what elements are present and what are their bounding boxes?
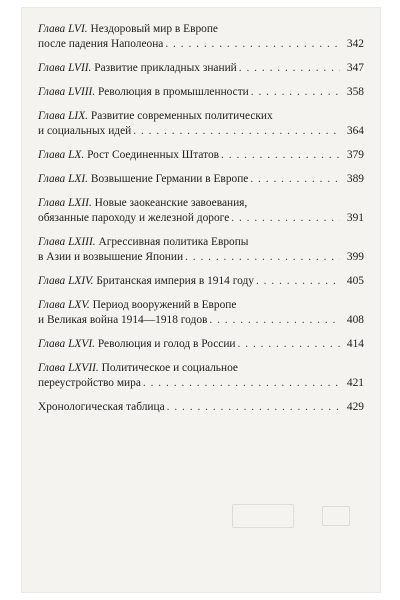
page-number: 364	[346, 125, 364, 137]
chapter-title: Политическое и социальное	[101, 362, 238, 374]
dot-leader	[251, 85, 340, 100]
page-number: 347	[346, 62, 364, 74]
toc-entry	[38, 172, 364, 187]
book-page	[22, 8, 380, 592]
table-of-contents	[38, 22, 364, 424]
chapter-title: Революция в промышленности	[98, 86, 249, 98]
toc-entry-line	[38, 235, 364, 250]
toc-entry-line	[38, 124, 364, 139]
toc-entry-line	[38, 298, 364, 313]
dot-leader	[185, 250, 340, 265]
chapter-title: и Великая война 1914—1918 годов	[38, 314, 208, 326]
chapter-number: Глава LXVII.	[38, 362, 99, 374]
page-number: 391	[346, 212, 364, 224]
toc-entry-line	[38, 148, 364, 163]
toc-entry-line	[38, 172, 364, 187]
chapter-title: Нездоровый мир в Европе	[90, 23, 218, 35]
chapter-title: после падения Наполеона	[38, 38, 164, 50]
chapter-title: обязанные пароходу и железной дороге	[38, 212, 230, 224]
toc-entry	[38, 298, 364, 328]
dot-leader	[167, 400, 340, 415]
toc-entry-line	[38, 376, 364, 391]
page-number: 399	[346, 251, 364, 263]
toc-entry	[38, 22, 364, 52]
dot-leader	[133, 124, 340, 139]
toc-entry-line	[38, 361, 364, 376]
page-number: 379	[346, 149, 364, 161]
toc-entry-line	[38, 400, 364, 415]
toc-entry-line	[38, 61, 364, 76]
chapter-title: переустройство мира	[38, 377, 141, 389]
chapter-title: Британская империя в 1914 году	[96, 275, 254, 287]
toc-entry-line	[38, 274, 364, 289]
chapter-title: Развитие современных политических	[90, 110, 273, 122]
dot-leader	[231, 211, 340, 226]
bleed-through-mark	[322, 506, 350, 526]
dot-leader	[165, 37, 340, 52]
bleed-through-mark	[232, 504, 294, 528]
toc-entry	[38, 61, 364, 76]
chapter-title: Новые заокеанские завоевания,	[94, 197, 248, 209]
page-number: 414	[346, 338, 364, 350]
chapter-number: Глава LVII.	[38, 62, 92, 74]
toc-entry	[38, 85, 364, 100]
page-number: 405	[346, 275, 364, 287]
toc-entry	[38, 274, 364, 289]
dot-leader	[221, 148, 340, 163]
chapter-number: Глава LX.	[38, 149, 85, 161]
chapter-title: и социальных идей	[38, 125, 132, 137]
toc-entry-line	[38, 85, 364, 100]
toc-entry-line	[38, 250, 364, 265]
toc-entry	[38, 337, 364, 352]
page-number: 342	[346, 38, 364, 50]
toc-entry-line	[38, 109, 364, 124]
chapter-title: Рост Соединенных Штатов	[87, 149, 220, 161]
chapter-number: Глава LIX.	[38, 110, 89, 122]
dot-leader	[256, 274, 340, 289]
toc-entry-line	[38, 211, 364, 226]
chapter-number: Глава LXV.	[38, 299, 90, 311]
page-number: 429	[346, 401, 364, 413]
chapter-number: Глава LXVI.	[38, 338, 95, 350]
chapter-title: Возвышение Германии в Европе	[90, 173, 249, 185]
toc-entry-line	[38, 196, 364, 211]
toc-entry-line	[38, 313, 364, 328]
toc-entry-line	[38, 22, 364, 37]
chapter-number: Глава LXIV.	[38, 275, 94, 287]
page-number: 358	[346, 86, 364, 98]
page-number: 408	[346, 314, 364, 326]
toc-entry	[38, 235, 364, 265]
page-number: 389	[346, 173, 364, 185]
chapter-title: Хронологическая таблица	[38, 401, 165, 413]
chapter-title: Революция и голод в России	[97, 338, 236, 350]
toc-entry-line	[38, 337, 364, 352]
dot-leader	[143, 376, 340, 391]
page-number: 421	[346, 377, 364, 389]
toc-entry	[38, 109, 364, 139]
dot-leader	[250, 172, 340, 187]
toc-entry	[38, 361, 364, 391]
chapter-number: Глава LVI.	[38, 23, 88, 35]
toc-entry	[38, 196, 364, 226]
dot-leader	[238, 337, 340, 352]
chapter-title: в Азии и возвышение Японии	[38, 251, 184, 263]
chapter-number: Глава LXI.	[38, 173, 89, 185]
chapter-number: Глава LVIII.	[38, 86, 96, 98]
chapter-title: Развитие прикладных знаний	[94, 62, 237, 74]
toc-entry	[38, 400, 364, 415]
toc-entry	[38, 148, 364, 163]
chapter-title: Период вооружений в Европе	[92, 299, 237, 311]
dot-leader	[239, 61, 340, 76]
dot-leader	[209, 313, 340, 328]
chapter-number: Глава LXIII.	[38, 236, 96, 248]
chapter-title: Агрессивная политика Европы	[98, 236, 249, 248]
chapter-number: Глава LXII.	[38, 197, 92, 209]
toc-entry-line	[38, 37, 364, 52]
